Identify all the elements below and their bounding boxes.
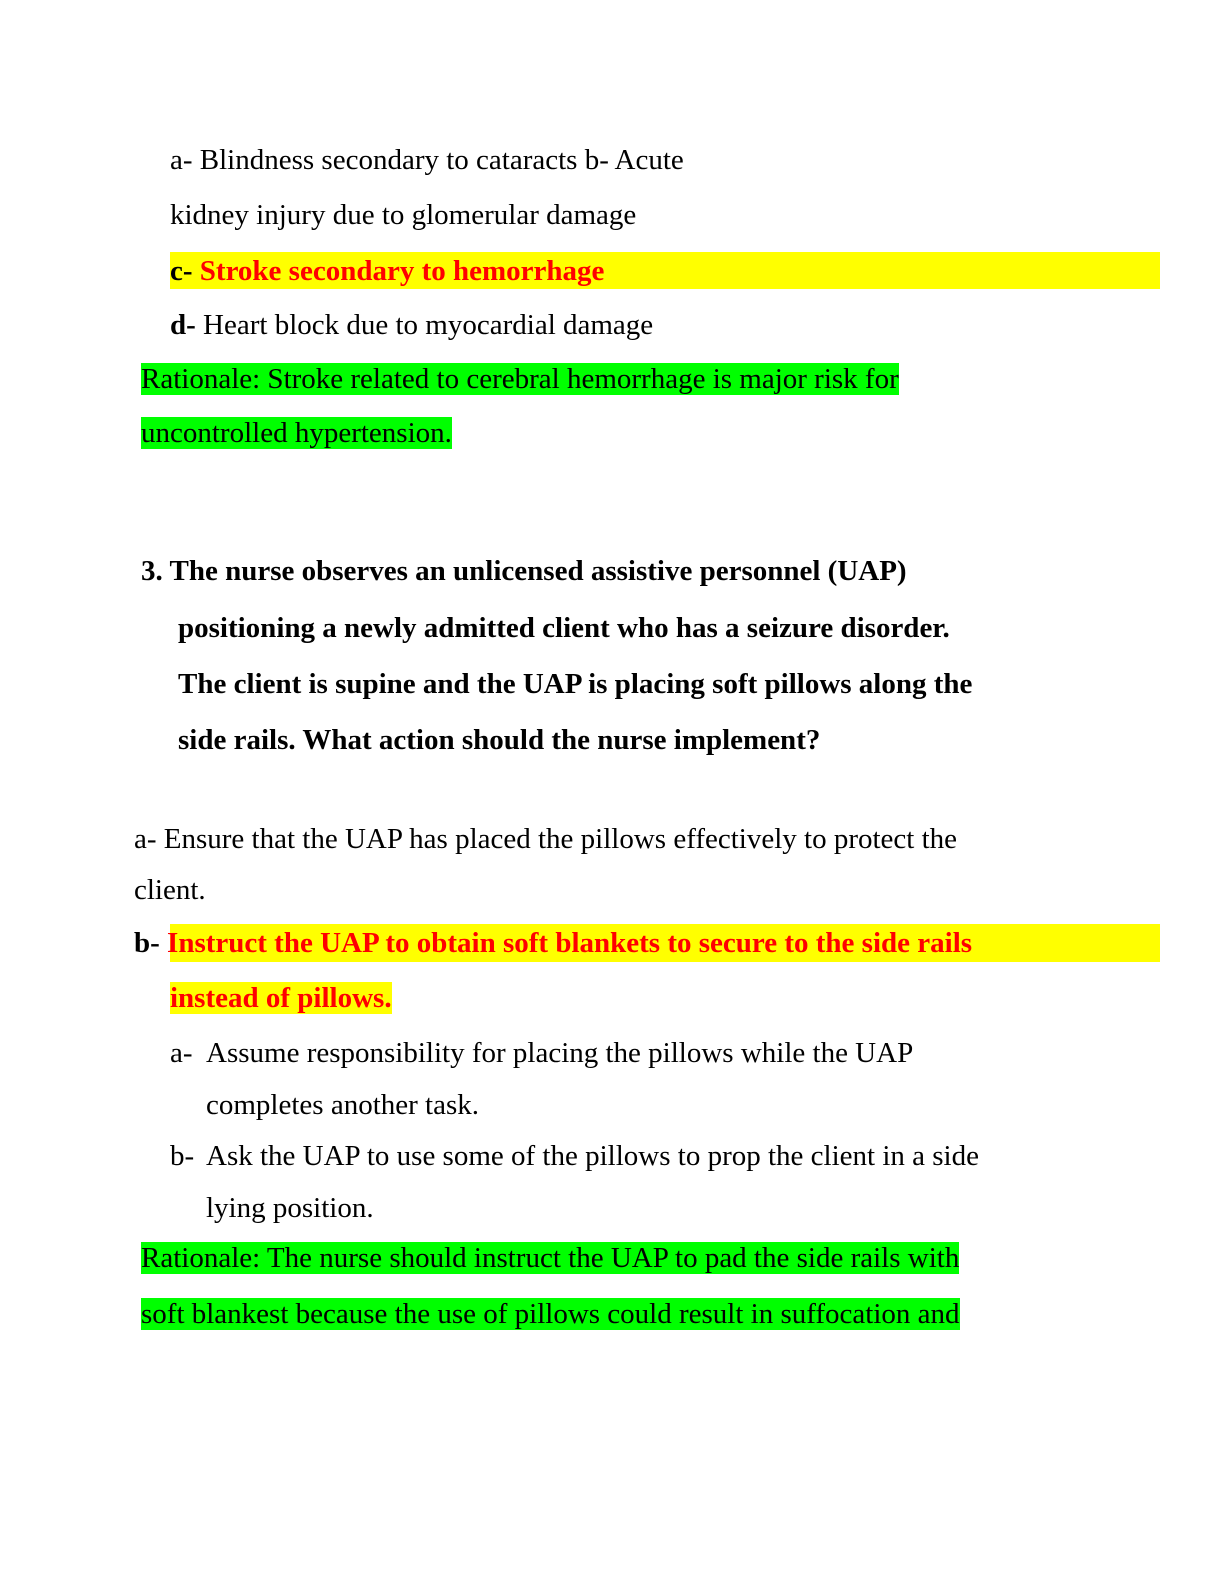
- q3-option-b-line-1: [134, 924, 972, 962]
- q3-option-d-letter: b-: [170, 1140, 195, 1172]
- q2-option-c: [170, 252, 604, 290]
- q3-option-c-letter: a-: [170, 1037, 193, 1069]
- q3-option-b-text-2: instead of pillows.: [170, 982, 392, 1014]
- q3-rationale-line-1: [141, 1239, 959, 1277]
- q3-option-b-letter: b-: [134, 927, 160, 959]
- q3-option-c-line-1: Assume responsibility for placing the pillows while the UAP: [206, 1037, 914, 1069]
- q3-rationale-text-2: soft blankest because the use of pillows could result in suffocation and: [141, 1298, 960, 1330]
- q2-option-c-text: Stroke secondary to hemorrhage: [199, 255, 605, 287]
- q2-rationale-line-2: [141, 414, 452, 452]
- q2-rationale-text-2: uncontrolled hypertension.: [141, 417, 452, 449]
- q3-question-line-3: The client is supine and the UAP is placing soft pillows along the: [178, 668, 973, 700]
- q3-rationale-text-1: Rationale: The nurse should instruct the UAP to pad the side rails with: [141, 1242, 960, 1274]
- q2-option-a-b-line-1: a- Blindness secondary to cataracts b- Acute: [170, 144, 684, 176]
- q2-option-c-letter: c-: [170, 255, 193, 287]
- q2-option-d: [170, 306, 653, 344]
- q2-option-d-letter: d-: [170, 309, 196, 341]
- q3-option-d-line-2: lying position.: [206, 1192, 374, 1224]
- q2-rationale-text-1: Rationale: Stroke related to cerebral hemorrhage is major risk for: [141, 363, 899, 395]
- q2-option-d-text: Heart block due to myocardial damage: [203, 309, 654, 341]
- q3-option-d-line-1: Ask the UAP to use some of the pillows to prop the client in a side: [206, 1140, 979, 1172]
- q3-question-line-4: side rails. What action should the nurse implement?: [178, 724, 821, 756]
- q2-option-b-line-2: kidney injury due to glomerular damage: [170, 199, 637, 231]
- q3-option-a-line-2: client.: [134, 874, 206, 906]
- q3-rationale-line-2: [141, 1295, 960, 1333]
- q2-rationale-line-1: [141, 360, 899, 398]
- q3-option-c-line-2: completes another task.: [206, 1089, 479, 1121]
- q3-option-b-line-2: [170, 979, 392, 1017]
- q3-question-line-2: positioning a newly admitted client who has a seizure disorder.: [178, 612, 950, 644]
- q3-option-a-line-1: a- Ensure that the UAP has placed the pillows effectively to protect the: [134, 823, 958, 855]
- q3-option-b-text-1: Instruct the UAP to obtain soft blankets to secure to the side rails: [167, 927, 973, 959]
- q3-question-line-1: 3. The nurse observes an unlicensed assistive personnel (UAP): [141, 555, 907, 587]
